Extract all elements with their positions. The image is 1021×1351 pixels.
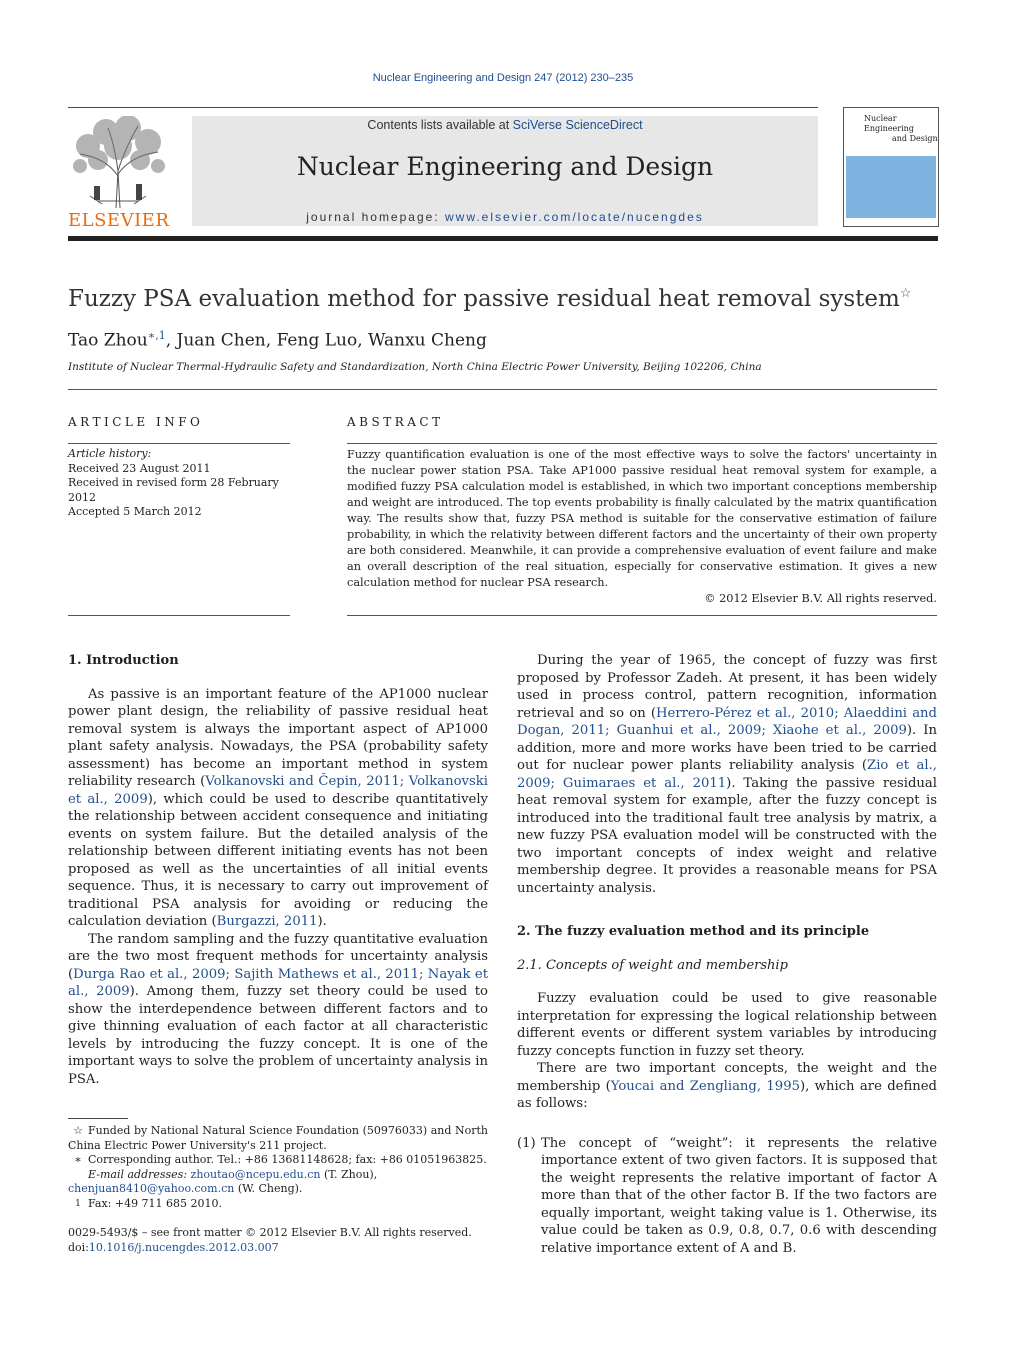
divider [68,615,290,616]
divider [347,615,937,616]
footnote-text: Corresponding author. Tel.: +86 13681148628; fax: +86 01051963825. [88,1153,487,1166]
footnote-mark: ∗ [74,1153,82,1166]
doi-prefix: doi: [68,1241,89,1254]
email-owner: (T. Zhou), [320,1167,378,1181]
citation-link[interactable]: Youcai and Zengliang, 1995 [610,1078,800,1094]
email-link[interactable]: zhoutao@ncepu.edu.cn [190,1167,321,1181]
list-number: (1) [517,1135,536,1151]
divider [347,443,937,444]
page-footer [68,1225,488,1255]
homepage-prefix: journal homepage: [306,210,445,224]
footnote-emails-cont [68,1182,488,1197]
footnote-fax [68,1197,488,1212]
cover-title-line1: Nuclear Engineering [864,114,914,133]
text-run: ), which are defined as follows: [517,1078,938,1111]
elsevier-wordmark: ELSEVIER [68,210,170,231]
email-label: E-mail addresses: [88,1167,188,1181]
contents-line [192,118,818,132]
cover-artwork [846,156,936,218]
paper-title-text: Fuzzy PSA evaluation method for passive residual heat removal system [68,286,900,312]
article-info-heading: ARTICLE INFO [68,415,204,429]
list-item [517,1135,937,1258]
author-name: Tao Zhou [68,330,148,351]
cover-title-line2: and Design [892,134,938,143]
paragraph: Fuzzy evaluation could be used to give reasonable interpretation for expressing the logical relationship between different events or different system variables by introducing fuzzy concepts function in fuzzy set theory. [517,991,937,1059]
subsection-heading: 2.1. Concepts of weight and membership [517,957,788,973]
header-rule-top [68,107,818,108]
footnote-mark: ☆ [73,1124,83,1137]
abstract-heading: ABSTRACT [347,415,444,429]
footnote-text: Funded by National Natural Science Foundation (50976033) and North China Electric Power University's 211 project. [68,1124,488,1152]
text-run: During the year of 1965, the concept of fuzzy was first proposed by Professor Zadeh. At present, it has been widely used in process control, pattern recognition, information retrieval and so on ( [517,653,937,721]
doi-link[interactable]: 10.1016/j.nucengdes.2012.03.007 [88,1241,279,1254]
list-text: The concept of “weight”: it represents the relative importance extent of two given factors. It is supposed that the weight represents the relative important of factor A more than that of the other factor B. If the two factors are equally important, weight taking value is 1. Otherwise, its value could be taken as 0.9, 0.8, 0.7, 0.6 with descending relative importance extent of A and B. [541,1135,937,1256]
affiliation: Institute of Nuclear Thermal-Hydraulic Safety and Standardization, North China Electric Power University, Beijing 102206, China [68,361,762,373]
citation-link[interactable]: Herrero-Pérez et al., 2010; Alaeddini and Dogan, 2011; Guanhui et al., 2009; Xiaohe et al., 2009 [517,705,937,738]
text-run: ). [317,914,327,929]
paragraph [517,652,937,897]
received-date: Received 23 August 2011 [68,461,211,475]
contents-prefix: Contents lists available at [367,118,513,132]
citation-link[interactable]: Burgazzi, 2011 [216,914,318,929]
text-run: As passive is an important feature of the AP1000 nuclear power plant design, the reliability of passive residual heat removal system is always the important aspect of AP1000 plant safety analysis. Nowadays, the PSA (probability safety assessment) has become an important method in system reliability research ( [68,686,488,789]
text-run: ). In addition, more and more works have been tried to be carried out for nuclear power plants reliability analysis ( [517,723,937,773]
text-run: There are two important concepts, the weight and the membership ( [517,1061,937,1094]
footnote-corresponding [68,1153,488,1168]
email-link[interactable]: chenjuan8410@yahoo.com.cn [68,1182,235,1195]
journal-cover[interactable] [843,107,939,227]
author-footnote-mark[interactable]: ∗,1 [147,329,166,342]
cover-title [864,114,938,144]
citation-link[interactable]: Zio et al., 2009; Guimaraes et al., 2011 [517,758,937,791]
revised-date: Received in revised form 28 February 2012 [68,476,279,504]
citation-link[interactable]: Durga Rao et al., 2009; Sajith Mathews et al., 2011; Nayak et al., 2009 [68,966,488,999]
text-run: ). Among them, fuzzy set theory could be used to show the interdependence between different factors and to give thinning evaluation of each factor at all characteristic levels by introducing the fuzzy concept. It is one of the important ways to solve the problem of uncertainty analysis in PSA. [68,984,488,1087]
accepted-date: Accepted 5 March 2012 [68,505,202,518]
coauthors: , Juan Chen, Feng Luo, Wanxu Cheng [165,330,487,351]
homepage-line [192,210,818,224]
divider [68,443,290,444]
text-run: ). Taking the passive residual heat removal system for example, after the fuzzy concept is introduced into the traditional fault tree analysis by matrix, a new fuzzy PSA evaluation model will be constructed with the two important concepts of index weight and relative membership degree. It provides a reasonable means for PSA uncertainty analysis. [517,775,937,896]
journal-name: Nuclear Engineering and Design [296,152,714,181]
paragraph [517,1060,937,1113]
footnote-text: Fax: +49 711 685 2010. [88,1196,223,1210]
history-label: Article history: [68,447,152,460]
divider [68,389,937,390]
doi-line [68,1240,488,1255]
header-rule-bottom [68,236,938,241]
tree-icon [68,116,168,211]
paragraph [68,931,488,1089]
copyright-notice: © 2012 Elsevier B.V. All rights reserved. [704,592,937,605]
text-run: ), which could be used to describe quantitatively the relationship between accident consequence and initiating events on system failure. But the detailed analysis of the relationship between different initiating events has not been proposed as well as the uncertainties of all initial events sequence. Thus, it is necessary to carry out improvement of traditional PSA analysis for avoiding or reducing the calculation deviation ( [68,791,489,929]
footnotes [68,1124,488,1211]
section-heading-fuzzy-method: 2. The fuzzy evaluation method and its principle [517,924,870,939]
sciverse-link[interactable]: SciVerse ScienceDirect [512,118,643,132]
section-heading-introduction: 1. Introduction [68,653,179,668]
right-column [517,652,937,1257]
abstract-text: Fuzzy quantification evaluation is one of the most effective ways to solve the factors' uncertainty in the nuclear power station PSA. Take AP1000 passive residual heat removal system for example, a modified fuzzy PSA calculation model is established, in which two important conceptions membership and weight are introduced. The top events probability is finally calculated by the matrix quantification way. The results show that, fuzzy PSA method is suitable for the conservative estimation of failure probability, in which the relativity between different factors and the uncertainty of their own property are both considered. Meanwhile, it can provide a comprehensive evaluation of event failure and make an overall description of the real situation, especially for conservative estimation. It gives a new calculation method for nuclear PSA research. [347,448,937,589]
paper-title [68,286,912,312]
article-history [68,447,290,520]
homepage-link[interactable]: www.elsevier.com/locate/nucengdes [444,210,704,224]
footnote-mark: 1 [75,1198,81,1209]
title-footnote-mark[interactable]: ☆ [899,286,912,301]
left-column [68,652,488,1088]
issn-line: 0029-5493/$ – see front matter © 2012 Elsevier B.V. All rights reserved. [68,1226,472,1239]
author-list [68,329,487,351]
email-owner: (W. Cheng). [234,1182,303,1195]
footnote-rule [68,1118,128,1119]
citation-link[interactable]: Volkanovski and Čepin, 2011; Volkanovski et al., 2009 [68,774,488,807]
journal-citation[interactable]: Nuclear Engineering and Design 247 (2012) 230–235 [372,72,634,84]
text-run: The random sampling and the fuzzy quantitative evaluation are the two most frequent methods for uncertainty analysis ( [68,931,488,982]
footnote-emails [68,1168,488,1183]
paragraph [68,686,488,931]
footnote-funding [68,1124,488,1153]
